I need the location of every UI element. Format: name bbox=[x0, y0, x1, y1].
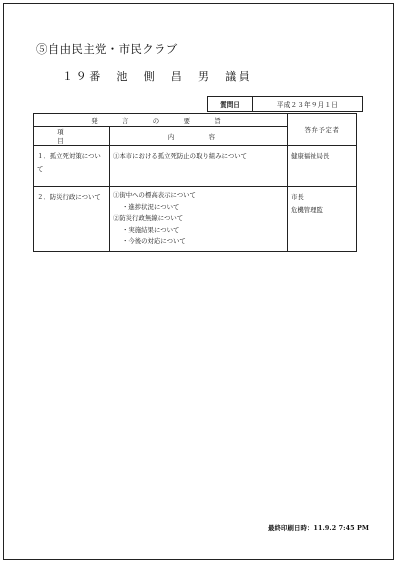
speech-summary-table bbox=[33, 113, 357, 252]
row-content-line: ②防災行政無線について bbox=[113, 214, 184, 222]
row-content bbox=[110, 146, 288, 187]
row-answerer-name: 健康福祉局長 bbox=[291, 152, 330, 160]
row-content-line: ①街中への標高表示について bbox=[113, 191, 196, 199]
header-speech-summary: 発 言 の 要 旨 bbox=[34, 114, 288, 127]
header-item: 項 目 bbox=[34, 127, 110, 146]
row-content-subline: ・実施結果について bbox=[122, 225, 180, 234]
header-answerer: 答弁予定者 bbox=[288, 114, 357, 146]
row-content-line: ①本市における孤立死防止の取り組みについて bbox=[113, 152, 248, 160]
table-row bbox=[34, 187, 357, 252]
row-item-text: ２．防災行政について bbox=[37, 193, 101, 201]
question-date-box bbox=[207, 96, 363, 112]
page-border bbox=[3, 3, 394, 560]
speaker-name: １９番 池 側 昌 男 議員 bbox=[62, 70, 253, 83]
question-date-value: 平成２３年９月１日 bbox=[253, 97, 363, 112]
question-date-label: 質問日 bbox=[208, 97, 253, 112]
table-row bbox=[34, 146, 357, 187]
party-group-title: ⑤自由民主党・市民クラブ bbox=[36, 42, 178, 56]
row-item bbox=[34, 187, 110, 252]
row-item-text: １．孤立死対策について bbox=[37, 152, 101, 173]
row-content-subline: ・進捗状況について bbox=[122, 202, 180, 211]
row-answerer bbox=[288, 146, 357, 187]
row-answerer bbox=[288, 187, 357, 252]
row-answerer-name: 危機管理監 bbox=[291, 206, 323, 214]
last-printed-timestamp: 最終印刷日時：11.9.2 7:45 PM bbox=[268, 524, 370, 532]
row-content bbox=[110, 187, 288, 252]
header-content: 内 容 bbox=[110, 127, 288, 146]
row-answerer-name: 市長 bbox=[291, 193, 304, 201]
row-item bbox=[34, 146, 110, 187]
row-content-subline: ・今後の対応について bbox=[122, 237, 186, 245]
